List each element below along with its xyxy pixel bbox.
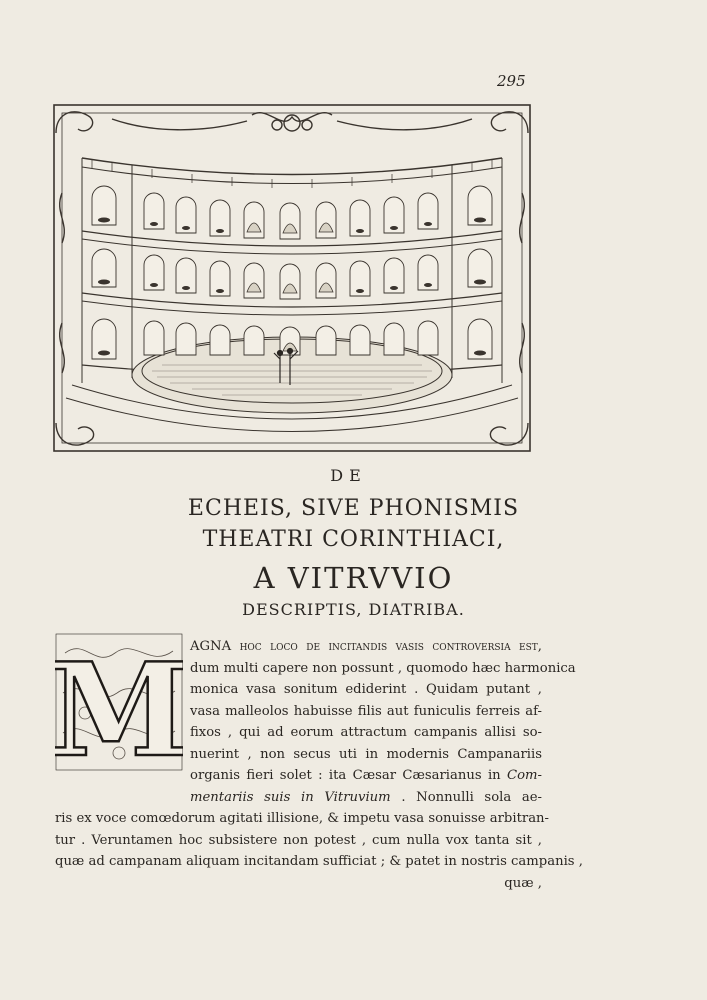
heading-line-2: THEATRI CORINTHIACI, [202,527,505,552]
text-line-8-roman: . Nonnulli sola ae- [390,789,543,805]
text-line-8-italic: mentariis suis in Vitruvium [190,789,391,805]
text-line-11: quæ ad campanam aliquam incitandam sufficiat ; & patet in nostris campanis , [55,854,583,869]
text-line-10: tur . Veruntamen hoc subsistere non potest , cum nulla vox tanta sit , [55,832,542,848]
heading-line-3: A VITRVVIO [253,561,454,595]
body-paragraph [55,636,583,894]
text-line-3: monica vasa sonitum ediderint . Quidam putant , [190,682,542,697]
text-line-9: ris ex voce comœdorum agitati illisione, & impetu vasa sonuisse arbitran- [55,811,550,826]
page-number: 295 [497,72,526,90]
text-line-5: fixos , qui ad eorum attractum campanis allisi so- [190,725,542,740]
theatre-engraving [52,103,532,453]
text-line-7-italic: Com- [507,768,542,783]
theatre-engraving-svg [52,103,532,453]
heading-line-1: ECHEIS, SIVE PHONISMIS [187,496,520,521]
text-line-1: AGNA hoc loco de incitandis vasis controversia est, [190,639,542,654]
text-line-2: dum multi capere non possunt , quomodo hæc harmonica [190,660,576,676]
text-line-8 [55,787,542,809]
text-line-7-roman: organis fieri solet : ita Cæsar Cæsarianus in [190,768,501,783]
text-line-6: nuerint , non secus uti in modernis Campanariis [190,746,542,762]
text-line-7 [55,765,542,787]
text-line-4: vasa malleolos habuisse filis aut funiculis ferreis af- [190,703,542,719]
heading-line-4: DESCRIPTIS, DIATRIBA. [242,600,465,619]
drop-cap-letter: M [55,636,183,771]
catchword: quæ , [504,875,542,891]
heading-de: DE [330,466,367,485]
